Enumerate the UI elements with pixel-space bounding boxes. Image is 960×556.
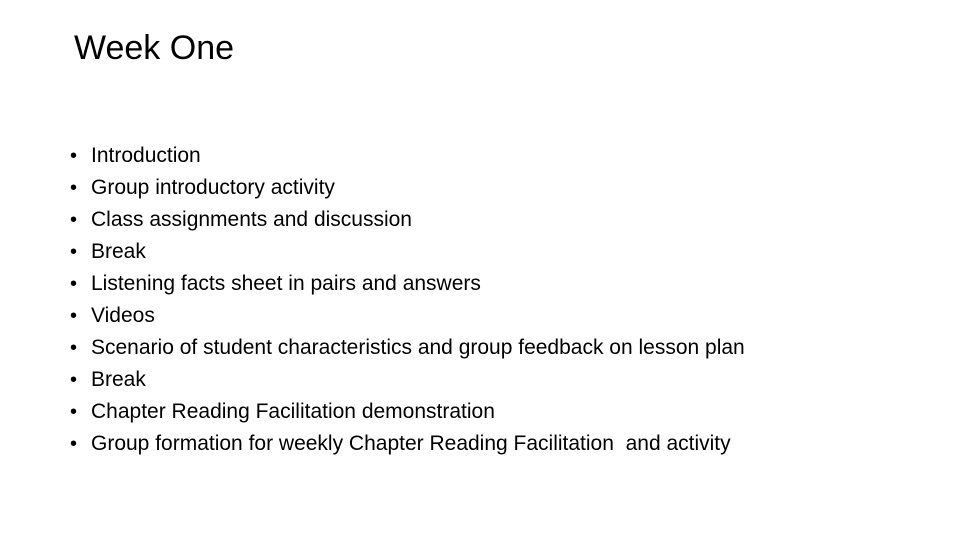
bullet-icon: • <box>70 209 78 231</box>
bullet-icon: • <box>70 369 78 391</box>
list-item <box>70 140 930 172</box>
bullet-icon: • <box>70 401 78 423</box>
list-item-text: Group introductory activity <box>91 176 335 199</box>
list-item-text: Break <box>91 240 146 263</box>
list-item <box>70 300 930 332</box>
bullet-icon: • <box>70 273 78 295</box>
list-item <box>70 428 930 460</box>
list-item-text: Videos <box>91 304 155 327</box>
list-item-text: Group formation for weekly Chapter Reading Facilitation and activity <box>91 432 731 455</box>
slide-title: Week One <box>74 29 235 67</box>
list-item <box>70 396 930 428</box>
list-item-text: Introduction <box>91 144 201 167</box>
list-item-text: Scenario of student characteristics and group feedback on lesson plan <box>91 336 745 359</box>
bullet-icon: • <box>70 305 78 327</box>
list-item <box>70 332 930 364</box>
list-item-text: Chapter Reading Facilitation demonstration <box>91 400 495 423</box>
list-item <box>70 236 930 268</box>
list-item <box>70 364 930 396</box>
bullet-icon: • <box>70 337 78 359</box>
list-item <box>70 204 930 236</box>
list-item <box>70 172 930 204</box>
list-item-text: Break <box>91 368 146 391</box>
bullet-icon: • <box>70 177 78 199</box>
list-item-text: Listening facts sheet in pairs and answers <box>91 272 481 295</box>
list-item-text: Class assignments and discussion <box>91 208 412 231</box>
bullet-icon: • <box>70 145 78 167</box>
bullet-list <box>70 140 930 460</box>
bullet-icon: • <box>70 241 78 263</box>
bullet-icon: • <box>70 433 78 455</box>
list-item <box>70 268 930 300</box>
